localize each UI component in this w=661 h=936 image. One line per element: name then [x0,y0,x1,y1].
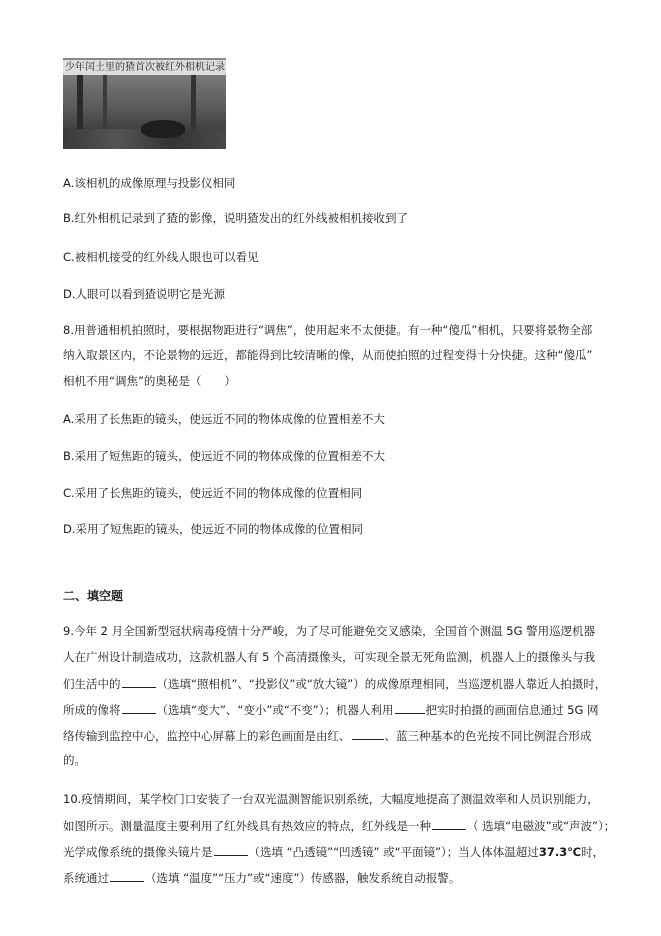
tree-trunk [103,73,107,133]
infrared-camera-photo [63,58,226,149]
q9-line-5 [63,728,592,743]
boar-silhouette [141,120,185,138]
temperature-threshold: 37.3℃ [538,845,582,859]
q10-line-4-text-b: （选填 “温度”“压力”或“速度”）传感器，触发系统自动报警。 [145,871,461,885]
section-heading-fill-in: 二、填空题 [63,589,124,603]
q7-option-d: D.人眼可以看到猹说明它是光源 [63,287,226,301]
q7-option-a: A.该相机的成像原理与投影仪相同 [63,176,236,190]
answer-blank-7[interactable] [110,870,144,882]
q9-line-2: 人在广州设计制造成功，这款机器人有 5 个高清摄像头，可实现全景无死角监测，机器人上的摄像头与我 [63,650,596,664]
photo-caption: 少年闰土里的猹首次被红外相机记录 [65,62,225,73]
q10-line-2 [63,818,615,833]
q9-line-1: 9.今年 2 月全国新型冠状病毒疫情十分严峻，为了尽可能避免交叉感染，全国首个测温 5G 警用巡逻机器 [63,624,596,638]
q9-line-4-text-c: 把实时拍摄的画面信息通过 5G 网 [425,703,599,717]
q10-line-2-text-b: （ 选填“电磁波”或“声波”）； [467,819,616,833]
q8-stem-line-1: 8.用普通相机拍照时，要根据物距进行“调焦”，使用起来不太便捷。有一种“傻瓜”相机，只要将景物全部 [63,323,593,337]
q7-option-b: B.红外相机记录到了猹的影像，说明猹发出的红外线被相机接收到了 [63,211,409,225]
q10-line-2-text-a: 如图所示。测量温度主要利用了红外线具有热效应的特点，红外线是一种 [63,819,431,833]
answer-blank-6[interactable] [214,844,248,856]
q8-stem-line-2: 纳入取景区内，不论景物的远近，都能得到比较清晰的像，从而使拍照的过程变得十分快捷。这种“傻瓜” [63,348,593,362]
q10-line-3-text-d: 时， [581,845,605,859]
answer-blank-3[interactable] [395,702,425,714]
q9-line-5-text-b: 、蓝三种基本的色光按不同比例混合形成 [384,729,592,743]
q8-stem-line-3: 相机不用“调焦”的奥秘是（ ） [63,374,236,388]
q10-line-3 [63,844,604,859]
q8-option-d: D.采用了短焦距的镜头，使远近不同的物体成像的位置相同 [63,522,364,536]
q10-line-4 [63,870,460,885]
q9-line-4 [63,702,599,717]
q8-option-b: B.采用了短焦距的镜头，使远近不同的物体成像的位置相差不大 [63,449,386,463]
q9-line-3-text-a: 们生活中的 [63,677,121,691]
q7-option-c: C.被相机接受的红外线人眼也可以看见 [63,250,259,264]
answer-blank-2[interactable] [122,702,156,714]
q8-option-c: C.采用了长焦距的镜头，使远近不同的物体成像的位置相同 [63,486,363,500]
q10-line-3-text-a: 光学成像系统的摄像头镜片是 [63,845,213,859]
q9-line-3-text-b: （选填“照相机”、“投影仪”或“放大镜”）的成像原理相同，当巡逻机器人靠近人拍摄时， [156,677,607,691]
q10-line-1: 10.疫情期间，某学校门口安装了一台双光温测智能识别系统，大幅度地提高了测温效率和人员识别能力， [63,792,599,806]
q9-line-6: 的。 [63,753,86,767]
answer-blank-4[interactable] [352,728,384,740]
q9-line-4-text-b: （选填“变大”、“变小”或“不变”）；机器人利用 [156,703,394,717]
answer-blank-1[interactable] [122,676,156,688]
q10-line-4-text-a: 系统通过 [63,871,109,885]
q8-option-a: A.采用了长焦距的镜头，使远近不同的物体成像的位置相差不大 [63,412,385,426]
q9-line-5-text-a: 络传输到监控中心，监控中心屏幕上的彩色画面是由红、 [63,729,351,743]
q10-line-3-text-b: （选填 “凸透镜”“凹透镜” 或“平面镜”）；当人体体温超过 [248,845,539,859]
q9-line-4-text-a: 所成的像将 [63,703,121,717]
q9-line-3 [63,676,606,691]
answer-blank-5[interactable] [432,818,466,830]
